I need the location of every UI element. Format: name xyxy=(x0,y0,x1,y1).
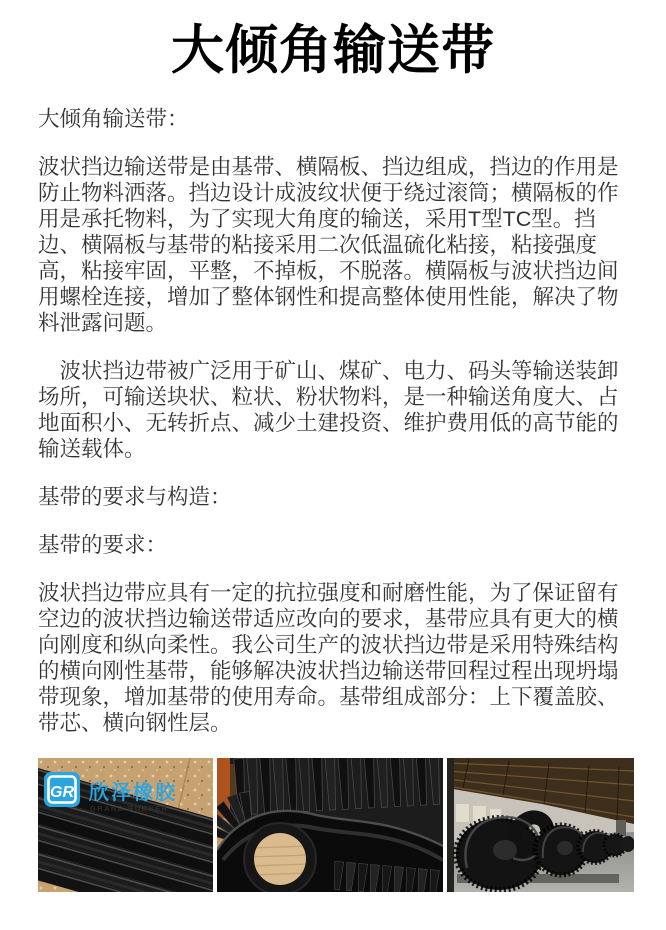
intro-label: 大倾角输送带： xyxy=(38,107,189,131)
logo-english-name: GRAND RUBBER xyxy=(90,804,169,813)
photo-belt-coil-closeup xyxy=(217,758,443,892)
paragraph-base-belt-details: 波状挡边带应具有一定的抗拉强度和耐磨性能，为了保证留有空边的波状挡边输送带适应改向的要求，基带应具有更大的横向刚度和纵向柔性。我公司生产的波状挡边带是采用特殊结构的横向刚性基带，能够解决波状挡边输送带回程过程出现坍塌带现象，增加基带的使用寿命。基带组成部分：上下覆盖胶、带芯、横向钢性层。 xyxy=(38,581,619,735)
logo-chinese-name: 欣泽橡胶 xyxy=(89,782,177,804)
wooden-disc xyxy=(254,833,306,885)
product-photo-row xyxy=(38,758,630,892)
photo-sidewall-belt-strips xyxy=(38,758,213,892)
article-content xyxy=(0,88,666,892)
page-title: 大倾角输送带 xyxy=(171,21,495,80)
logo-monogram: GR xyxy=(50,784,74,801)
subsection-heading-base-belt-requirements: 基带的要求： xyxy=(38,533,168,557)
paragraph-belt-structure: 波状挡边输送带是由基带、横隔板、挡边组成，挡边的作用是防止物料洒落。挡边设计成波纹状便于绕过滚筒；横隔板的作用是承托物料，为了实现大角度的输送，采用T型TC型。挡边、横隔板与基带的粘接采用二次低温硫化粘接，粘接强度高，粘接牢固，平整，不掉板，不脱落。横隔板与波状挡边间用螺栓连接，增加了整体钢性和提高整体使用性能，解决了物料泄露问题。 xyxy=(38,155,619,335)
paragraph-belt-applications: 波状挡边带被广泛用于矿山、煤矿、电力、码头等输送装卸场所，可输送块状、粒状、粉状物料，是一种输送角度大、占地面积小、无转折点、减少土建投资、维护费用低的高节能的输送载体。 xyxy=(38,359,619,461)
doorway xyxy=(616,820,626,836)
section-heading-base-belt: 基带的要求与构造： xyxy=(38,485,232,509)
photo-warehouse-belt-rolls xyxy=(447,758,634,892)
